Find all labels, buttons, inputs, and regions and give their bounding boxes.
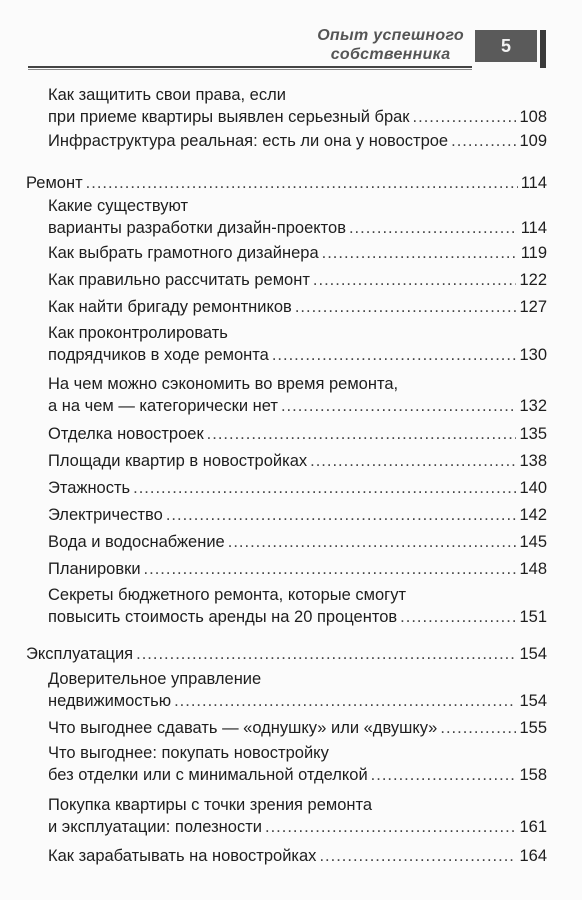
toc-leader-dots: [207, 423, 517, 445]
toc-entry: [48, 742, 547, 786]
toc-entry-text: варианты разработки дизайн-проектов: [48, 219, 346, 237]
toc-entry: [48, 668, 547, 712]
toc-entry: [48, 84, 547, 128]
toc-entry: [48, 423, 547, 445]
toc-entry: [48, 450, 547, 472]
toc-page-number: 109: [519, 132, 547, 150]
toc-entry-text: Секреты бюджетного ремонта, которые смогут: [48, 586, 406, 604]
toc-page-number: 158: [519, 766, 547, 784]
toc-entry: [48, 195, 547, 239]
toc-entry: [48, 242, 547, 264]
toc-page-number: 161: [519, 818, 547, 836]
toc-leader-dots: [144, 558, 517, 580]
toc-entry: [48, 794, 547, 838]
toc-entry-text: Что выгоднее: покупать новостройку: [48, 744, 329, 762]
toc-entry: [48, 322, 547, 366]
toc-leader-dots: [133, 477, 516, 499]
toc-entry-text: Отделка новостроек: [48, 425, 204, 443]
toc-entry: [48, 845, 547, 867]
toc-leader-dots: [295, 296, 517, 318]
toc-page-number: 140: [519, 479, 547, 497]
toc-page-number: 108: [519, 108, 547, 126]
toc-entry-text: Доверительное управление: [48, 670, 262, 688]
toc-page-number: 130: [519, 346, 547, 364]
toc-leader-dots: [166, 504, 517, 526]
toc-leader-dots: [174, 690, 516, 712]
toc-entry: [48, 477, 547, 499]
toc-page-number: 119: [520, 244, 547, 262]
toc-leader-dots: [272, 344, 517, 366]
toc-leader-dots: [413, 106, 517, 128]
toc-entry-text: Ремонт: [26, 174, 83, 192]
toc-entry: [48, 531, 547, 553]
toc-leader-dots: [313, 269, 517, 291]
toc-entry-text: Площади квартир в новостройках: [48, 452, 308, 470]
toc-entry-text: Как проконтролировать: [48, 324, 228, 342]
toc-page-number: 154: [519, 692, 547, 710]
toc-leader-dots: [228, 531, 517, 553]
toc-page-number: 155: [519, 719, 547, 737]
toc-entry-text: при приеме квартиры выявлен серьезный брак: [48, 108, 410, 126]
toc-section-heading: [26, 172, 547, 194]
toc-leader-dots: [310, 450, 516, 472]
running-title-line-2: собственника: [330, 46, 451, 63]
toc-leader-dots: [349, 217, 518, 239]
toc-entry-text: Как зарабатывать на новостройках: [48, 847, 317, 865]
toc-section-heading: [26, 643, 547, 665]
toc-entry-text: Как найти бригаду ремонтников: [48, 298, 292, 316]
toc-page-number: 154: [519, 645, 547, 663]
running-title-line-1: Опыт успешного: [317, 27, 464, 44]
toc-entry-text: Этажность: [48, 479, 131, 497]
toc-leader-dots: [281, 395, 517, 417]
toc-leader-dots: [86, 172, 518, 194]
toc-entry: [48, 373, 547, 417]
toc-page-number: 138: [519, 452, 547, 470]
toc-leader-dots: [265, 816, 516, 838]
toc-entry-text: недвижимостью: [48, 692, 172, 710]
toc-entry-text: Эксплуатация: [26, 645, 134, 663]
toc-page-number: 135: [519, 425, 547, 443]
toc-entry-text: а на чем — категорически нет: [48, 397, 278, 415]
toc-entry-text: повысить стоимость аренды на 20 процентов: [48, 608, 398, 626]
toc-entry-text: Как выбрать грамотного дизайнера: [48, 244, 319, 262]
toc-entry: [48, 296, 547, 318]
toc-page-number: 164: [519, 847, 547, 865]
toc-page-number: 148: [519, 560, 547, 578]
toc-page-number: 151: [519, 608, 547, 626]
page-number-badge: 5: [472, 30, 537, 62]
toc-page-number: 132: [519, 397, 547, 415]
toc-entry-text: Как правильно рассчитать ремонт: [48, 271, 310, 289]
toc-page-number: 114: [520, 174, 547, 192]
toc-entry-text: Как защитить свои права, если: [48, 86, 286, 104]
toc-leader-dots: [319, 845, 516, 867]
toc-entry-text: Какие существуют: [48, 197, 189, 215]
toc-leader-dots: [400, 606, 516, 628]
toc-leader-dots: [440, 717, 516, 739]
toc-page-number: 145: [519, 533, 547, 551]
toc-page-number: 122: [519, 271, 547, 289]
toc-leader-dots: [451, 130, 516, 152]
toc-entry-text: и эксплуатации: полезности: [48, 818, 262, 836]
toc-entry-text: без отделки или с минимальной отделкой: [48, 766, 368, 784]
toc-page-number: 114: [520, 219, 547, 237]
toc-entry: [48, 584, 547, 628]
toc-leader-dots: [322, 242, 518, 264]
toc-leader-dots: [371, 764, 517, 786]
toc-leader-dots: [136, 643, 516, 665]
toc-entry-text: Инфраструктура реальная: есть ли она у новострое: [48, 132, 449, 150]
toc-page-number: 127: [519, 298, 547, 316]
toc-entry-text: Планировки: [48, 560, 141, 578]
toc-entry: [48, 130, 547, 152]
toc-page-number: 142: [519, 506, 547, 524]
toc-entry: [48, 504, 547, 526]
toc-entry: [48, 717, 547, 739]
toc-entry-text: Что выгоднее сдавать — «однушку» или «двушку»: [48, 719, 438, 737]
toc-entry: [48, 269, 547, 291]
toc-entry-text: Покупка квартиры с точки зрения ремонта: [48, 796, 373, 814]
toc-entry: [48, 558, 547, 580]
toc-entry-text: Вода и водоснабжение: [48, 533, 225, 551]
toc-entry-text: На чем можно сэкономить во время ремонта,: [48, 375, 399, 393]
toc-entry-text: подрядчиков в ходе ремонта: [48, 346, 269, 364]
toc-entry-text: Электричество: [48, 506, 163, 524]
